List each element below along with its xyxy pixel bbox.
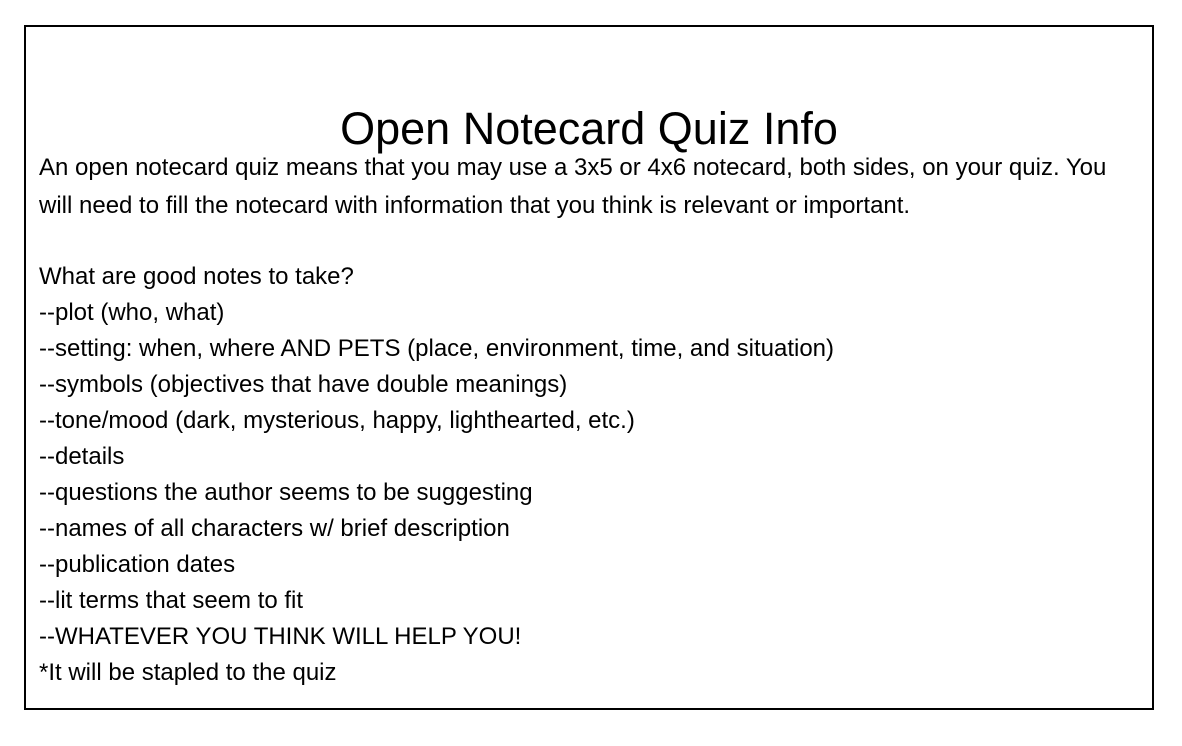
tip-symbols: --symbols (objectives that have double meanings) (39, 371, 568, 398)
notes-question: What are good notes to take? (39, 263, 354, 290)
tip-lit-terms: --lit terms that seem to fit (39, 587, 304, 614)
footnote: *It will be stapled to the quiz (39, 659, 337, 686)
tip-publication-dates: --publication dates (39, 551, 236, 578)
tip-tone-mood: --tone/mood (dark, mysterious, happy, lighthearted, etc.) (39, 407, 635, 434)
tip-whatever-helps: --WHATEVER YOU THINK WILL HELP YOU! (39, 623, 522, 650)
tip-details: --details (39, 443, 125, 470)
notecard-info-box (24, 25, 1154, 710)
info-content (39, 149, 1144, 691)
tip-questions: --questions the author seems to be suggesting (39, 479, 533, 506)
page-title: Open Notecard Quiz Info (340, 103, 838, 154)
intro-paragraph: An open notecard quiz means that you may use a 3x5 or 4x6 notecard, both sides, on your quiz. You will need to fill the notecard with information that you think is relevant or important. (39, 154, 1107, 219)
tip-character-names: --names of all characters w/ brief description (39, 515, 510, 542)
notes-tips-list (39, 295, 1144, 655)
tip-setting: --setting: when, where AND PETS (place, environment, time, and situation) (39, 335, 835, 362)
tip-plot: --plot (who, what) (39, 299, 225, 326)
